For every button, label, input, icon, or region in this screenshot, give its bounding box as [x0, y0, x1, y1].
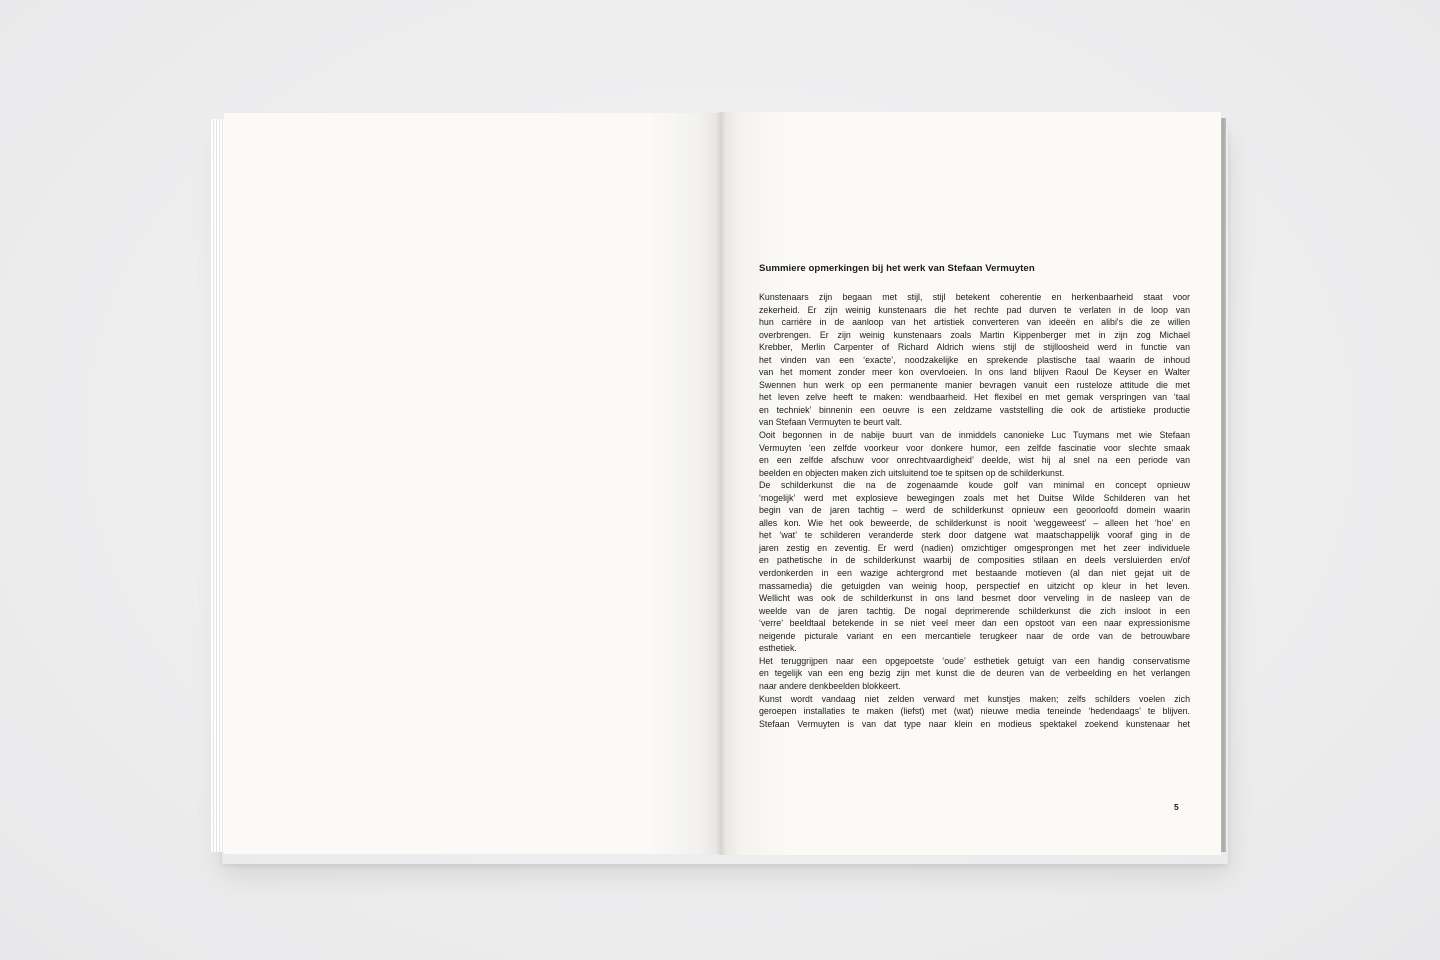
- text-line: Stefaan Vermuyten is van dat type naar klein en modieus spektakel zoekend kunstenaar het: [759, 718, 1190, 729]
- article: [759, 262, 1190, 730]
- text-line: esthetiek.: [759, 643, 797, 654]
- text-line: Wellicht was ook de schilderkunst in ons land besmet door verveling in de nasleep van de: [759, 593, 1190, 604]
- text-line: massamedia) die getuigden van weinig hoop, perspectief en uitzicht op kleur in het leven.: [759, 580, 1190, 591]
- page-number: 5: [1174, 802, 1179, 812]
- text-line: jaren zestig en zeventig. Er werd (nadien) omzichtiger omgesprongen met het zeer individuele: [759, 542, 1190, 553]
- text-line: neigende picturale variant en een mercantiele terugkeer naar de orde van de betrouwbare: [759, 630, 1190, 641]
- text-line: en techniek’ binnenin een oeuvre is een zeldzame vaststelling die ook de artistieke productie: [759, 404, 1190, 415]
- paragraph: [759, 655, 1190, 693]
- text-line: Krebber, Merlin Carpenter of Richard Aldrich wiens stijl de stijlloosheid werd in functie van: [759, 342, 1190, 353]
- book-gutter: [716, 112, 726, 855]
- text-line: Kunst wordt vandaag niet zelden verward met kunstjes maken; zelfs schilders voelen zich: [759, 693, 1190, 704]
- text-line: Swennen hun werk op een permanente manier bevragen vanuit een rusteloze attitude die met: [759, 379, 1190, 390]
- paragraph: [759, 291, 1190, 429]
- text-line: Vermuyten ‘een zelfde voorkeur voor donkere humor, een zelfde fascinatie voor slechte smaak: [759, 442, 1190, 453]
- text-line: ‘mogelijk’ werd met explosieve bewegingen zoals met het Duitse Wilde Schilderen van het: [759, 492, 1190, 503]
- text-line: overbrengen. Er zijn weinig kunstenaars zoals Martin Kippenberger met in zijn zog Michael: [759, 329, 1190, 340]
- text-line: hun carrière in de aanloop van het artistiek converteren van ideeën en alibi's die ze willen: [759, 317, 1190, 328]
- text-line: begin van de jaren tachtig – werd de schilderkunst opnieuw een geoorloofd domein waarin: [759, 505, 1190, 516]
- text-line: Ooit begonnen in de nabije buurt van de inmiddels canonieke Luc Tuymans met wie Stefaan: [759, 430, 1190, 441]
- text-line: en pathetische in de schilderkunst waarbij de composities stilaan en deels versluierden en/of: [759, 555, 1190, 566]
- text-line: ‘verre’ beeldtaal betekende in se niet veel meer dan een opstoot van een naar expressionisme: [759, 618, 1190, 629]
- paragraph: [759, 429, 1190, 479]
- text-line: geroepen installaties te maken (liefst) met (wat) nieuwe media teneinde ‘hedendaags’ te blijven.: [759, 706, 1190, 717]
- text-line: verdonkerden in een wazige achtergrond met bestaande motieven (al dan niet gejat uit de: [759, 568, 1190, 579]
- text-line: beelden en objecten maken zich uitsluitend toe te spitsen op de schilderkunst.: [759, 467, 1065, 478]
- text-line: zekerheid. Er zijn weinig kunstenaars die het rechte pad durven te verlaten in de loop van: [759, 304, 1190, 315]
- text-line: het vinden van een ‘exacte’, noodzakelijke en sprekende plastische taal waarin de inhoud: [759, 354, 1190, 365]
- article-body: [759, 291, 1190, 730]
- text-line: Kunstenaars zijn begaan met stijl, stijl betekent coherentie en herkenbaarheid staat voor: [759, 292, 1190, 302]
- text-line: weelde van de jaren tachtig. De nogal deprimerende schilderkunst die zich insloot in een: [759, 605, 1190, 616]
- text-line: en tegelijk van een eng bezig zijn met kunst die de deuren van de verbeelding en het verlangen: [759, 668, 1190, 679]
- paragraph: [759, 479, 1190, 655]
- text-line: naar andere denkbeelden blokkeert.: [759, 680, 901, 691]
- left-page: [224, 113, 721, 854]
- text-line: Het teruggrijpen naar een opgepoetste ‘oude’ esthetiek getuigt van een handig conservatisme: [759, 655, 1190, 666]
- text-line: alles kon. Wie het ook beweerde, de schilderkunst is nooit ‘weggeweest’ – alleen het ‘hoe’ en: [759, 517, 1190, 528]
- text-line: van Stefaan Vermuyten te beurt valt.: [759, 417, 903, 428]
- text-line: het leven zelve heeft te maken: wendbaarheid. Het flexibel en met gemak verspringen van ‘taal: [759, 392, 1190, 403]
- text-line: van het moment zonder meer kon overvloeien. In ons land blijven Raoul De Keyser en Walter: [759, 367, 1190, 378]
- article-title: Summiere opmerkingen bij het werk van Stefaan Vermuyten: [759, 263, 1035, 274]
- paragraph: [759, 693, 1190, 731]
- text-line: en een zelfde afschuw voor onrechtvaardigheid’ deelde, wist hij al snel na een periode van: [759, 455, 1190, 466]
- text-line: De schilderkunst die na de zogenaamde koude golf van minimal en concept opnieuw: [759, 480, 1190, 491]
- text-line: het ‘wat’ te schilderen veranderde sterk door datgene wat maatschappelijk vooraf ging in de: [759, 530, 1190, 541]
